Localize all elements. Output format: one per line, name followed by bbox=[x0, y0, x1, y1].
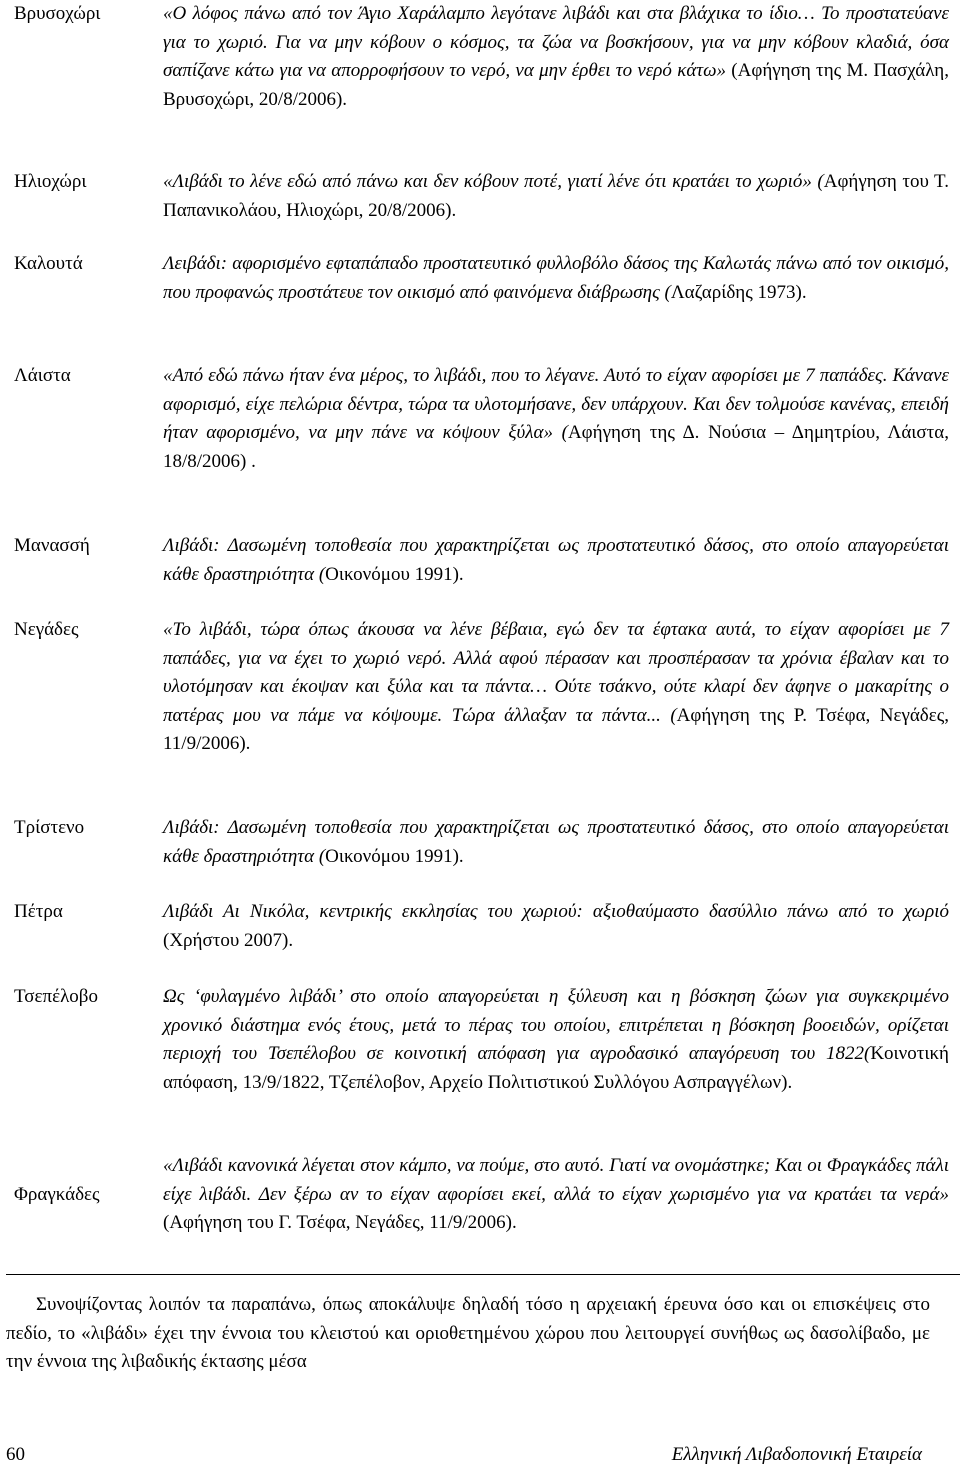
entry-text bbox=[163, 362, 949, 476]
entry-quote: Λιβάδι: Δασωμένη τοποθεσία που χαρακτηρίζεται ως προστατευτικό δάσος, στο οποίο απαγορεύεται κάθε δραστηριότητα ( bbox=[163, 535, 949, 585]
entry-source: (Αφήγηση του Γ. Τσέφα, Νεγάδες, 11/9/2006). bbox=[163, 1212, 517, 1233]
entry-text bbox=[163, 898, 949, 955]
table-bottom-rule bbox=[6, 1274, 960, 1275]
entry-source: Αφήγηση του Τ. Παπανικολάου, Ηλιοχώρι, 20/8/2006). bbox=[163, 171, 949, 221]
page-number: 60 bbox=[6, 1444, 25, 1465]
entry-source: (Χρήστου 2007). bbox=[163, 929, 294, 951]
place-name: Λάιστα bbox=[14, 365, 71, 386]
place-name: Φραγκάδες bbox=[14, 1184, 100, 1205]
entry-text bbox=[163, 0, 949, 114]
entry-source: Αφήγηση της Δ. Νούσια – Δημητρίου, Λάιστα, 18/8/2006) . bbox=[163, 422, 949, 472]
place-name: Μανασσή bbox=[14, 535, 90, 556]
entry-quote: «Λιβάδι το λένε εδώ από πάνω και δεν κόβουν ποτέ, γιατί λένε ότι κρατάει το χωριό» ( bbox=[163, 171, 824, 192]
entry-source: Κοινοτική απόφαση, 13/9/1822, Τζεπέλοβον, Αρχείο Πολιτιστικού Συλλόγου Ασπραγγέλων). bbox=[163, 1043, 949, 1093]
entry-quote: Λιβάδι Αι Νικόλα, κεντρικής εκκλησίας του χωριού: αξιοθαύμαστο δασύλλιο πάνω από το χωριό bbox=[163, 901, 949, 922]
place-name: Πέτρα bbox=[14, 901, 63, 922]
place-name: Βρυσοχώρι bbox=[14, 3, 101, 24]
entry-quote: «Λιβάδι κανονικά λέγεται στον κάμπο, να πούμε, στο αυτό. Γιατί να ονομάστηκε; Και οι Φραγκάδες πάλι είχε λιβάδι. Δεν ξέρω αν το είχαν αφορίσει εκεί, αλλά το είχαν χωρισμένο για να κρατάει τα νερά» bbox=[163, 1155, 949, 1205]
entry-text bbox=[163, 983, 949, 1097]
entry-quote: Λειβάδι: αφορισμένο εφταπάπαδο προστατευτικό φυλλοβόλο δάσος της Καλωτάς πάνω από τον οικισμό, που προφανώς προστάτευε τον οικισμό από φαινόμενα διάβρωσης ( bbox=[163, 253, 949, 303]
entry-text bbox=[163, 1152, 949, 1238]
summary-paragraph: Συνοψίζοντας λοιπόν τα παραπάνω, όπως αποκάλυψε δηλαδή τόσο η αρχειακή έρευνα όσο και οι επισκέψεις στο πεδίο, το «λιβάδι» έχει την έννοια του κλειστού και οριοθετημένου χώρου που λειτουργεί συνήθως ως δασολίβαδο, με την έννοια της λιβαδικής έκτασης μέσα bbox=[6, 1294, 930, 1372]
entry-source: Αφήγηση της Ρ. Τσέφα, Νεγάδες, 11/9/2006). bbox=[163, 704, 949, 754]
place-name: Νεγάδες bbox=[14, 619, 79, 640]
entry-source: (Αφήγηση της Μ. Πασχάλη, Βρυσοχώρι, 20/8/2006). bbox=[163, 60, 949, 110]
entry-text bbox=[163, 814, 949, 871]
place-name: Καλουτά bbox=[14, 253, 83, 274]
entry-source: Οικονόμου 1991). bbox=[325, 845, 464, 867]
entry-quote: «Το λιβάδι, τώρα όπως άκουσα να λένε βέβαια, εγώ δεν τα έφτακα αυτά, το είχαν αφορίσει με 7 παπάδες, για να έχει το χωριό νερό. Αλλά αφού πέρασαν και προσπέρασαν τα χρόνια έβαλαν και το υλοτόμησαν και έκοψαν και ξύλα και τα πάντα… Ούτε τσάκνο, ούτε κλαρί δεν άφηνε ο μακαρίτης ο πατέρας μου να πάμε να κόψουμε. Τώρα άλλαξαν τα πάντα... ( bbox=[163, 619, 949, 726]
entry-quote: «Ο λόφος πάνω από τον Άγιο Χαράλαμπο λεγότανε λιβάδι και στα βλάχικα το ίδιο… Το προστατεύανε για το χωριό. Για να μην κόβουν ο κόσμος, τα ζώα να βοσκήσουν, για να μην κόβουν κλαδιά, όσα σαπίζανε κάτω για να απορροφήσουν το νερό, να μην έρθει το νερό κάτω» bbox=[163, 3, 949, 81]
entry-text bbox=[163, 532, 949, 589]
entry-text bbox=[163, 168, 949, 225]
place-name: Τσεπέλοβο bbox=[14, 986, 98, 1007]
entry-text bbox=[163, 616, 949, 759]
publisher-name: Ελληνική Λιβαδοπονική Εταιρεία bbox=[671, 1444, 922, 1465]
entry-source: Λαζαρίδης 1973). bbox=[670, 281, 807, 303]
entry-quote: Ως ‘φυλαγμένο λιβάδι’ στο οποίο απαγορεύεται η ξύλευση και η βόσκηση ζώων για συγκεκριμένο χρονικό διάστημα ενός έτους, μετά το πέρας του οποίου, επιτρέπεται η βόσκηση βοοειδών, ορίζεται περιοχή του Τσεπέλοβου σε κοινοτική απόφαση για αγροδασικό απαγόρευση του 1822( bbox=[163, 986, 949, 1064]
entry-source: Οικονόμου 1991). bbox=[325, 563, 464, 585]
place-name: Ηλιοχώρι bbox=[14, 171, 87, 192]
entry-quote: «Από εδώ πάνω ήταν ένα μέρος, το λιβάδι, που το λέγανε. Αυτό το είχαν αφορίσει με 7 παπάδες. Κάνανε αφορισμό, είχε πελώρια δέντρα, τώρα τα υλοτομήσανε, δεν υπάρχουν. Και δεν τολμούσε κανένας, επειδή ήταν αφορισμένο, να μην πάνε να κόψουν ξύλα» ( bbox=[163, 365, 949, 443]
entry-quote: Λιβάδι: Δασωμένη τοποθεσία που χαρακτηρίζεται ως προστατευτικό δάσος, στο οποίο απαγορεύεται κάθε δραστηριότητα ( bbox=[163, 817, 949, 867]
entry-text bbox=[163, 250, 949, 307]
place-name: Τρίστενο bbox=[14, 817, 85, 838]
